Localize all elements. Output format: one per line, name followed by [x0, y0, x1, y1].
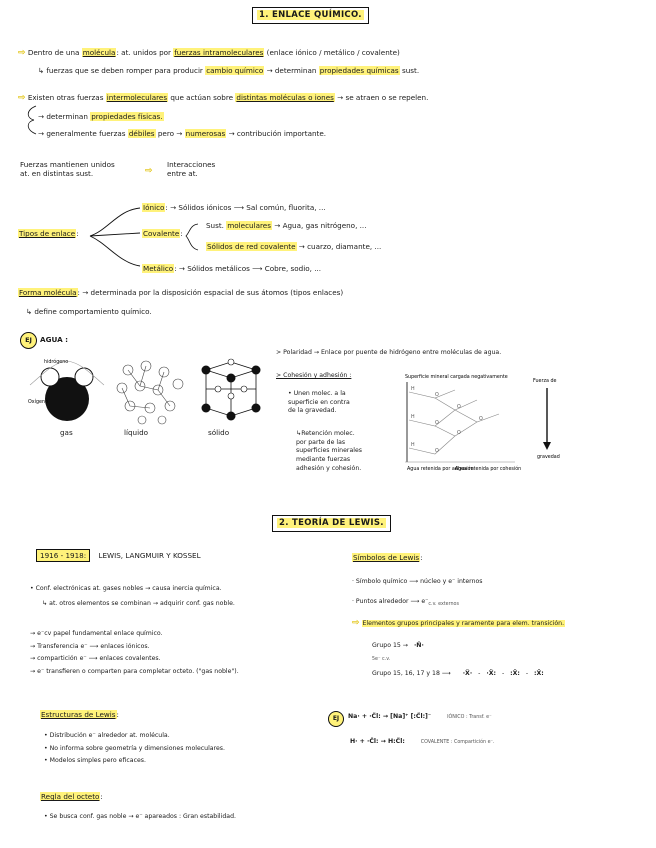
liquid-label: líquido — [124, 428, 149, 437]
bullet-intermolecular-sub2: → generalmente fuerzas débiles pero → numerosas → contribución importante. — [38, 129, 327, 138]
lewis-structures-heading: Estructuras de Lewis: — [41, 710, 119, 719]
svg-text:O: O — [435, 393, 439, 398]
interactions-note: Interacciones entre at. — [167, 160, 216, 178]
section2-title: 2. TEORÍA DE LEWIS. — [272, 515, 391, 532]
cohesion-figure — [395, 370, 575, 482]
pointer-arrow-icon: ⇨ — [145, 166, 153, 176]
bond-types-label: Tipos de enlace: — [19, 229, 79, 238]
example-badge-2: EJ — [328, 711, 344, 727]
molecule-shape-row: Forma molécula: → determinada por la disposición espacial de sus átomos (tipos enlaces) — [19, 288, 344, 297]
svg-text:Agua retenida por adhesión: Agua retenida por adhesión — [407, 467, 474, 472]
config-note-2: ↳ at. otros elementos se combinan → adquirir conf. gas noble. — [42, 600, 235, 607]
covalent-molecular-row: Sust. moleculares → Agua, gas nitrógeno, ... — [206, 221, 367, 230]
molecule-shape-sub: ↳ define comportamiento químico. — [26, 307, 152, 316]
group15-note: 5e⁻ c.v. — [372, 657, 391, 662]
bullet-intermolecular-sub1: → determinan propiedades físicas. — [38, 112, 163, 121]
lewis-symbols-2: · Puntos alrededor ⟶ $e^-_{c.v. externos}$ — [352, 598, 459, 608]
svg-text:H: H — [411, 415, 415, 420]
svg-text:Oxígeno: Oxígeno — [28, 400, 48, 405]
svg-text:gravedad: gravedad — [537, 455, 560, 460]
lewis-points: → e⁻cv papel fundamental enlace químico. → Transferencia e⁻ ⟶ enlaces iónicos. → compartición e⁻ ⟶ enlaces covalentes. → e⁻ transfieren o comparten para completar octeto. ("gas noble"). — [30, 630, 239, 676]
svg-text:O: O — [457, 431, 461, 436]
nacl-example: Na· + ·C̈l: → [Na]⁺ [:C̈l:]⁻ IÓNICO : Transf. e⁻ — [348, 713, 492, 720]
bullet-molecule-sub: ↳ fuerzas que se deben romper para producir cambio químico → determinan propiedades químicas sust. — [38, 66, 420, 75]
return-arrow-icon: ↳ — [296, 430, 302, 437]
years-box: 1916 - 1918: — [36, 549, 90, 562]
covalent-bond-label: Covalente: — [143, 229, 183, 238]
water-gas-illustration — [22, 355, 112, 427]
retention-desc: ↳Retención molec. por parte de las superficies minerales mediante fuerzas adhesión y cohesión. — [296, 430, 362, 472]
svg-text:Fuerza de: Fuerza de — [533, 379, 557, 384]
metallic-bond-row: Metálico: → Sólidos metálicos ⟶ Cobre, sodio, ... — [143, 264, 322, 273]
pointer-arrow-icon: ⇨ — [352, 618, 360, 628]
group15-row: Grupo 15 → ·N̈· — [372, 642, 424, 649]
section1-title: 1. ENLACE QUÍMICO. — [252, 7, 369, 24]
groups-row: Grupo 15, 16, 17 y 18 ⟶ ·Ẍ· - ·Ẍ: - :Ẍ: - :Ẍ: — [372, 670, 544, 677]
bullet-molecule: ⇨ Dentro de una molécula: at. unidos por fuerzas intramoleculares (enlace iónico / metálico / covalente) — [18, 48, 400, 58]
lewis-symbols-heading: Símbolos de Lewis: — [353, 553, 423, 562]
svg-text:hidrógeno: hidrógeno — [44, 360, 69, 365]
octet-rule-heading: Regla del octeto: — [41, 792, 103, 801]
water-solid-illustration — [196, 356, 266, 428]
return-arrow-icon: ↳ — [42, 600, 48, 607]
bullet-intermolecular: ⇨ Existen otras fuerzas intermoleculares que actúan sobre distintas moléculas o iones → se atraen o se repelen. — [18, 93, 429, 103]
gas-label: gas — [60, 428, 73, 437]
svg-text:O: O — [479, 417, 483, 422]
covalent-brace — [182, 222, 202, 252]
pointer-arrow-icon: ⇨ — [18, 48, 26, 58]
example-badge: EJ — [20, 332, 37, 349]
svg-text:Superficie mineral cargada neg: Superficie mineral cargada negativamente — [405, 375, 508, 380]
config-note-1: • Conf. electrónicas at. gases nobles → causa inercia química. — [30, 585, 222, 592]
return-arrow-icon: ↳ — [26, 307, 33, 316]
svg-text:H: H — [411, 443, 415, 448]
svg-text:O: O — [435, 449, 439, 454]
return-arrow-icon: ↳ — [38, 66, 45, 75]
main-groups-note: ⇨ Elementos grupos principales y raramente para elem. transición. — [352, 618, 565, 628]
bond-types-branches — [88, 200, 148, 280]
cohesion-desc: • Unen molec. a la superficie en contra de la gravedad. — [288, 390, 350, 415]
svg-text:H: H — [411, 387, 415, 392]
lewis-structures-list: • Distribución e⁻ alrededor at. molécula. • No informa sobre geometría y dimensiones moleculares. • Modelos simples pero eficaces. — [44, 732, 225, 765]
forces-note: Fuerzas mantienen unidos at. en distintas sust. — [20, 160, 115, 178]
hcl-example: H· + ·C̈l: → H:C̈l: COVALENTE : Compartición e⁻. — [350, 738, 495, 745]
lewis-symbols-1: · Símbolo químico ⟶ núcleo y e⁻ internos — [352, 578, 483, 585]
pointer-arrow-icon: ⇨ — [18, 93, 26, 103]
svg-text:O: O — [457, 405, 461, 410]
svg-text:O: O — [435, 421, 439, 426]
polarity-note: > Polaridad → Enlace por puente de hidrógeno entre moléculas de agua. — [276, 349, 502, 356]
years-row: 1916 - 1918: LEWIS, LANGMUIR Y KOSSEL — [36, 551, 201, 560]
octet-rule-text: • Se busca conf. gas noble → e⁻ apareados : Gran estabilidad. — [44, 813, 236, 820]
water-example-label: AGUA : — [40, 335, 69, 344]
bracket-curve — [24, 104, 38, 136]
water-liquid-illustration — [112, 356, 192, 426]
solid-label: sólido — [208, 428, 230, 437]
cohesion-heading: > Cohesión y adhesión : — [276, 372, 352, 379]
svg-text:Agua retenida por cohesión: Agua retenida por cohesión — [455, 467, 522, 472]
covalent-network-row: Sólidos de red covalente → cuarzo, diamante, ... — [207, 242, 382, 251]
ionic-bond-row: Iónico: → Sólidos iónicos ⟶ Sal común, fluorita, ... — [143, 203, 326, 212]
